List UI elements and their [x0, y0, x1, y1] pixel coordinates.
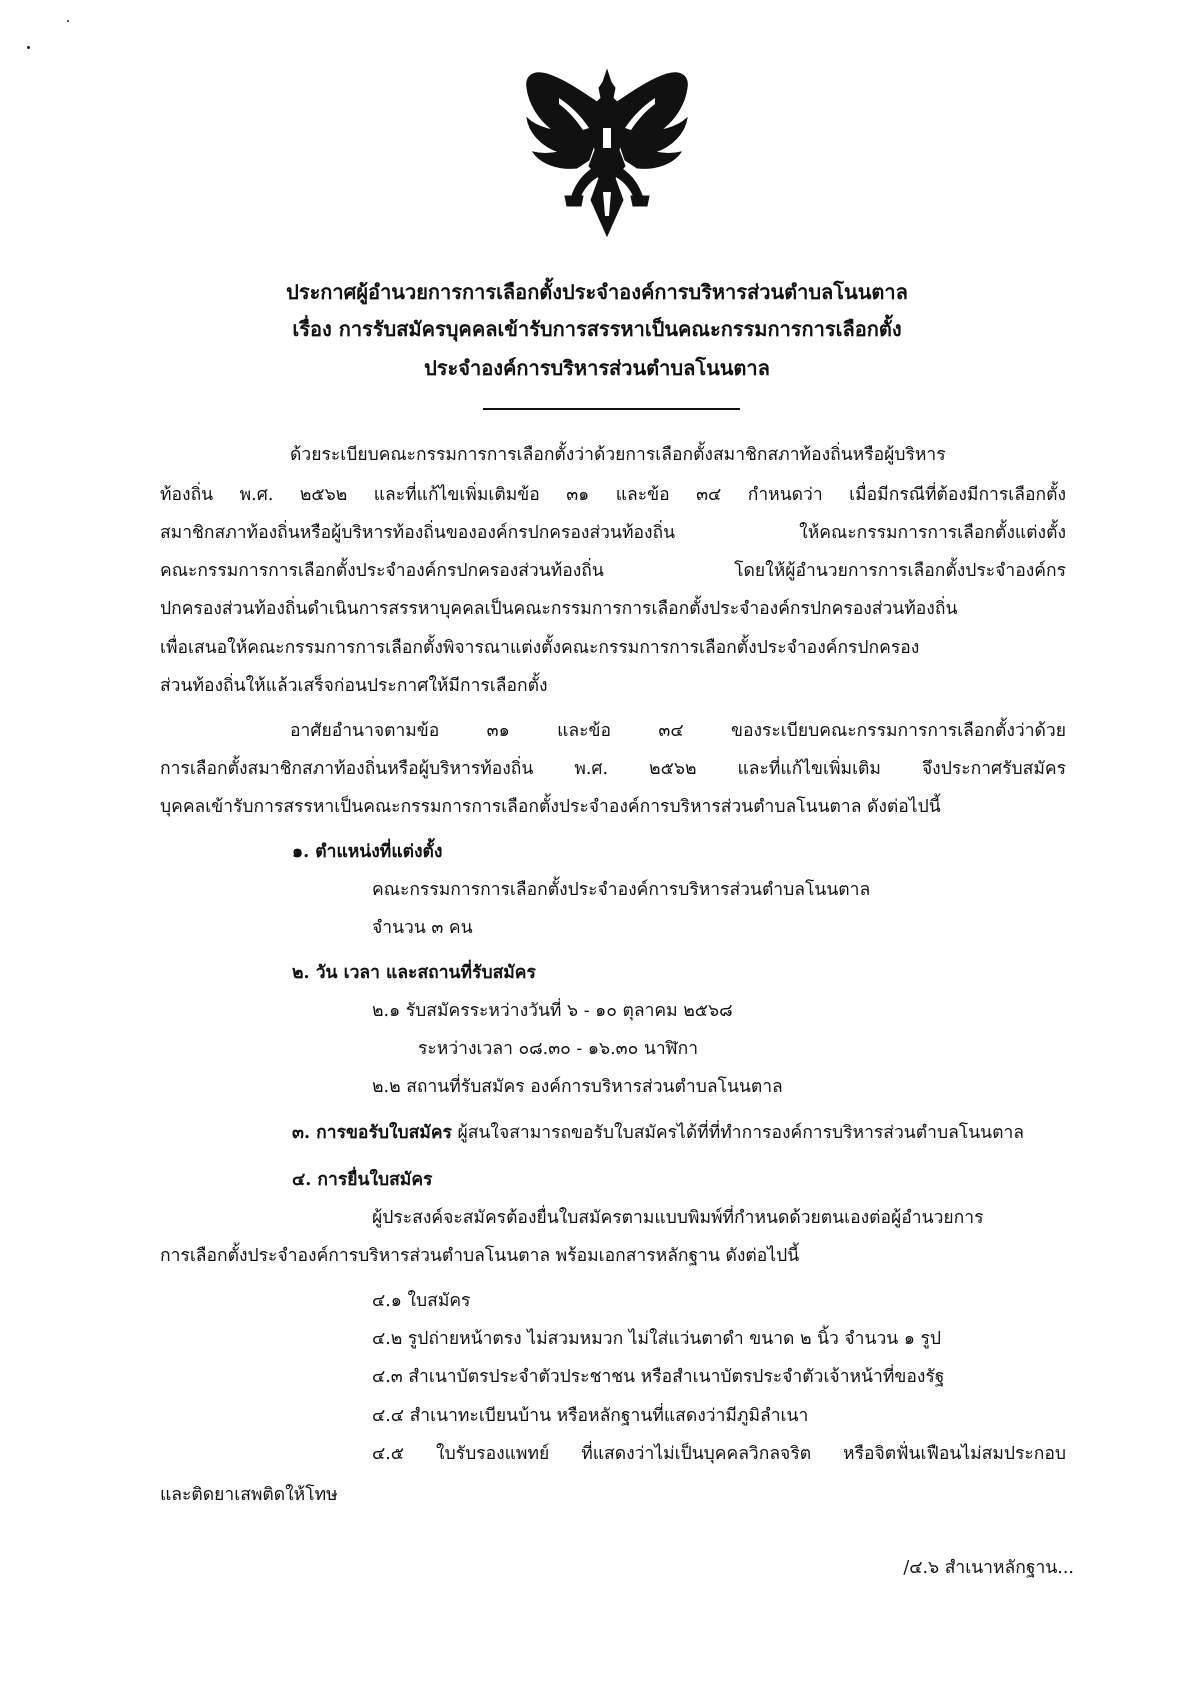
section-2-line: ๒.๑ รับสมัครระหว่างวันที่ ๖ - ๑๐ ตุลาคม ๒๕๖๘ — [372, 1001, 733, 1021]
list-item: ๔.๓ สำเนาบัตรประจำตัวประชาชน หรือสำเนาบัตรประจำตัวเจ้าหน้าที่ของรัฐ — [372, 1367, 945, 1387]
list-item: ๔.๕ ใบรับรองแพทย์ ที่แสดงว่าไม่เป็นบุคคลวิกลจริต หรือจิตฟั่นเฟือนไม่สมประกอบ — [372, 1444, 1066, 1464]
section-4-heading: ๔. การยื่นใบสมัคร — [292, 1170, 433, 1190]
section-4-intro: การเลือกตั้งประจำองค์การบริหารส่วนตำบลโนนตาล พร้อมเอกสารหลักฐาน ดังต่อไปนี้ — [160, 1246, 800, 1266]
paragraph-line: ปกครองส่วนท้องถิ่นดำเนินการสรรหาบุคคลเป็นคณะกรรมการการเลือกตั้งประจำองค์กรปกครองส่วนท้องถิ่น — [160, 599, 958, 619]
paragraph-line: ส่วนท้องถิ่นให้แล้วเสร็จก่อนประกาศให้มีการเลือกตั้ง — [160, 676, 548, 696]
section-2-line: ๒.๒ สถานที่รับสมัคร องค์การบริหารส่วนตำบลโนนตาล — [372, 1077, 783, 1097]
announcement-title: ประกาศผู้อำนวยการการเลือกตั้งประจำองค์การบริหารส่วนตำบลโนนตาล — [286, 280, 908, 304]
section-4-intro: ผู้ประสงค์จะสมัครต้องยื่นใบสมัครตามแบบพิมพ์ที่กำหนดด้วยตนเองต่อผู้อำนวยการ — [372, 1208, 984, 1228]
paragraph-line: อาศัยอำนาจตามข้อ ๓๑ และข้อ ๓๔ ของระเบียบคณะกรรมการการเลือกตั้งว่าด้วย — [290, 721, 1066, 741]
section-1-line: จำนวน ๓ คน — [372, 918, 473, 938]
paragraph-line: การเลือกตั้งสมาชิกสภาท้องถิ่นหรือผู้บริหารท้องถิ่น พ.ศ. ๒๕๖๒ และที่แก้ไขเพิ่มเติม จึงประกาศรับสมัคร — [160, 759, 1066, 779]
section-2-line: ระหว่างเวลา ๐๘.๓๐ - ๑๖.๓๐ นาฬิกา — [418, 1039, 699, 1059]
announcement-subject: เรื่อง การรับสมัครบุคคลเข้ารับการสรรหาเป็นคณะกรรมการการเลือกตั้ง — [292, 317, 902, 341]
section-3-line — [292, 1118, 1024, 1146]
paragraph-line: ท้องถิ่น พ.ศ. ๒๕๖๒ และที่แก้ไขเพิ่มเติมข้อ ๓๑ และข้อ ๓๔ กำหนดว่า เมื่อมีกรณีที่ต้องมีการเลือกตั้ง — [160, 485, 1066, 505]
section-3-heading: ๓. การขอรับใบสมัคร — [292, 1123, 452, 1143]
announcement-subject-cont: ประจำองค์การบริหารส่วนตำบลโนนตาล — [424, 356, 770, 380]
list-item: ๔.๒ รูปถ่ายหน้าตรง ไม่สวมหมวก ไม่ใส่แว่นตาดำ ขนาด ๒ นิ้ว จำนวน ๑ รูป — [372, 1329, 942, 1349]
title-divider — [483, 408, 740, 410]
section-2-heading: ๒. วัน เวลา และสถานที่รับสมัคร — [292, 963, 536, 983]
paragraph-line: บุคคลเข้ารับการสรรหาเป็นคณะกรรมการการเลือกตั้งประจำองค์การบริหารส่วนตำบลโนนตาล ดังต่อไปนี้ — [160, 797, 941, 817]
paragraph-line: สมาชิกสภาท้องถิ่นหรือผู้บริหารท้องถิ่นขององค์กรปกครองส่วนท้องถิ่น ให้คณะกรรมการการเลือกตั้งแต่งตั้ง — [160, 523, 1066, 543]
list-item-continuation: และติดยาเสพติดให้โทษ — [160, 1485, 338, 1505]
scan-speck — [27, 46, 30, 49]
garuda-emblem-icon — [519, 68, 695, 238]
paragraph-line: เพื่อเสนอให้คณะกรรมการการเลือกตั้งพิจารณาแต่งตั้งคณะกรรมการการเลือกตั้งประจำองค์กรปกครอง — [160, 638, 920, 658]
section-1-heading: ๑. ตำแหน่งที่แต่งตั้ง — [292, 842, 443, 862]
list-item: ๔.๔ สำเนาทะเบียนบ้าน หรือหลักฐานที่แสดงว่ามีภูมิลำเนา — [372, 1406, 809, 1426]
section-1-line: คณะกรรมการการเลือกตั้งประจำองค์การบริหารส่วนตำบลโนนตาล — [372, 880, 871, 900]
continuation-marker: /๔.๖ สำเนาหลักฐาน... — [903, 1558, 1074, 1578]
list-item: ๔.๑ ใบสมัคร — [372, 1291, 471, 1311]
section-3-text: ผู้สนใจสามารถขอรับใบสมัครได้ที่ที่ทำการองค์การบริหารส่วนตำบลโนนตาล — [451, 1123, 1025, 1143]
paragraph-line: คณะกรรมการการเลือกตั้งประจำองค์กรปกครองส่วนท้องถิ่น โดยให้ผู้อำนวยการการเลือกตั้งประจำองค์กร — [160, 561, 1066, 581]
paragraph-line: ด้วยระเบียบคณะกรรมการการเลือกตั้งว่าด้วยการเลือกตั้งสมาชิกสภาท้องถิ่นหรือผู้บริหาร — [290, 445, 946, 465]
scan-speck — [67, 20, 69, 22]
